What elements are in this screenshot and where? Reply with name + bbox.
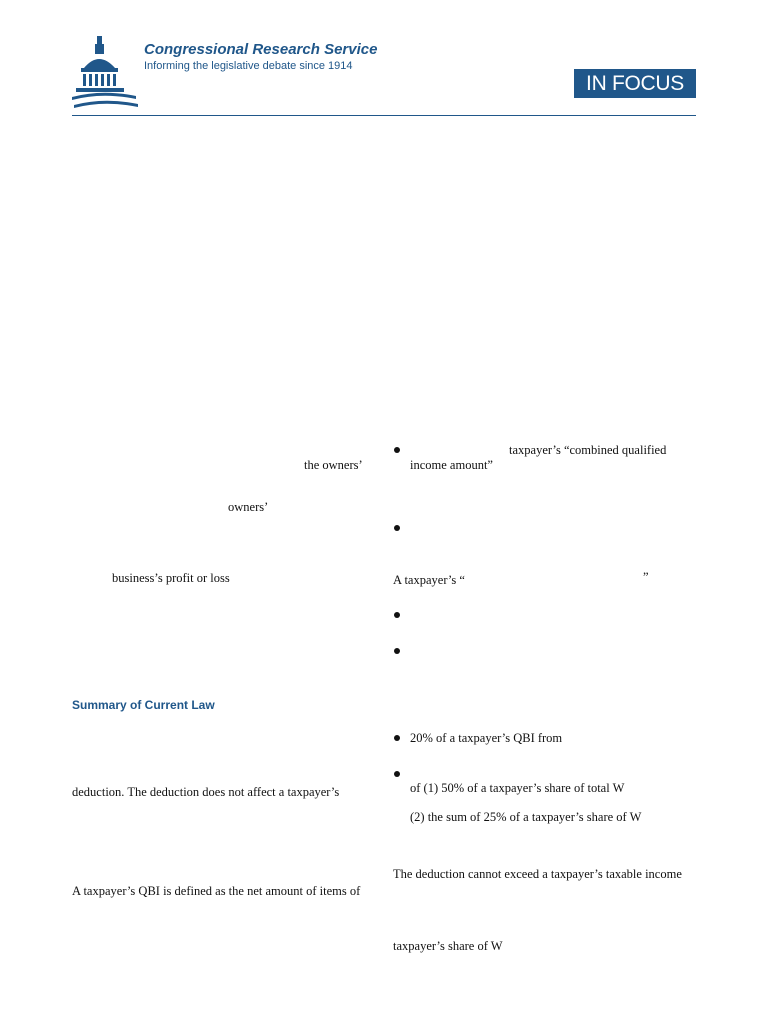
right-text-fragment: taxpayer’s share of W bbox=[393, 939, 503, 953]
left-text-fragment: owners’ bbox=[228, 500, 269, 514]
bullet-text: income amount” bbox=[410, 458, 493, 472]
capitol-dome-icon bbox=[72, 34, 138, 110]
left-text-fragment: the owners’ bbox=[304, 458, 363, 472]
in-focus-badge: IN FOCUS bbox=[574, 69, 696, 98]
bullet-text: of (1) 50% of a taxpayer’s share of total W bbox=[410, 781, 625, 795]
bullet-marker bbox=[394, 447, 400, 453]
crs-logo bbox=[72, 34, 412, 110]
bullet-marker bbox=[394, 612, 400, 618]
bullet-marker bbox=[394, 648, 400, 654]
org-tagline: Informing the legislative debate since 1914 bbox=[144, 60, 353, 72]
bullet-marker bbox=[394, 525, 400, 531]
bullet-text: (2) the sum of 25% of a taxpayer’s share of W bbox=[410, 810, 642, 824]
section-heading: Summary of Current Law bbox=[72, 698, 215, 712]
org-name: Congressional Research Service bbox=[144, 41, 378, 58]
right-text-fragment: The deduction cannot exceed a taxpayer’s taxable income bbox=[393, 867, 682, 881]
left-text-fragment: deduction. The deduction does not affect a taxpayer’s bbox=[72, 785, 340, 799]
bullet-marker bbox=[394, 735, 400, 741]
left-text-fragment: A taxpayer’s QBI is defined as the net amount of items of bbox=[72, 884, 361, 898]
left-text-fragment: business’s profit or loss bbox=[112, 571, 230, 585]
right-text-fragment: ” bbox=[643, 570, 649, 584]
bullet-text: 20% of a taxpayer’s QBI from bbox=[410, 731, 563, 745]
bullet-text: taxpayer’s “combined qualified bbox=[509, 443, 667, 457]
header-divider bbox=[72, 115, 696, 116]
right-text-fragment: A taxpayer’s “ bbox=[393, 573, 465, 587]
bullet-marker bbox=[394, 771, 400, 777]
